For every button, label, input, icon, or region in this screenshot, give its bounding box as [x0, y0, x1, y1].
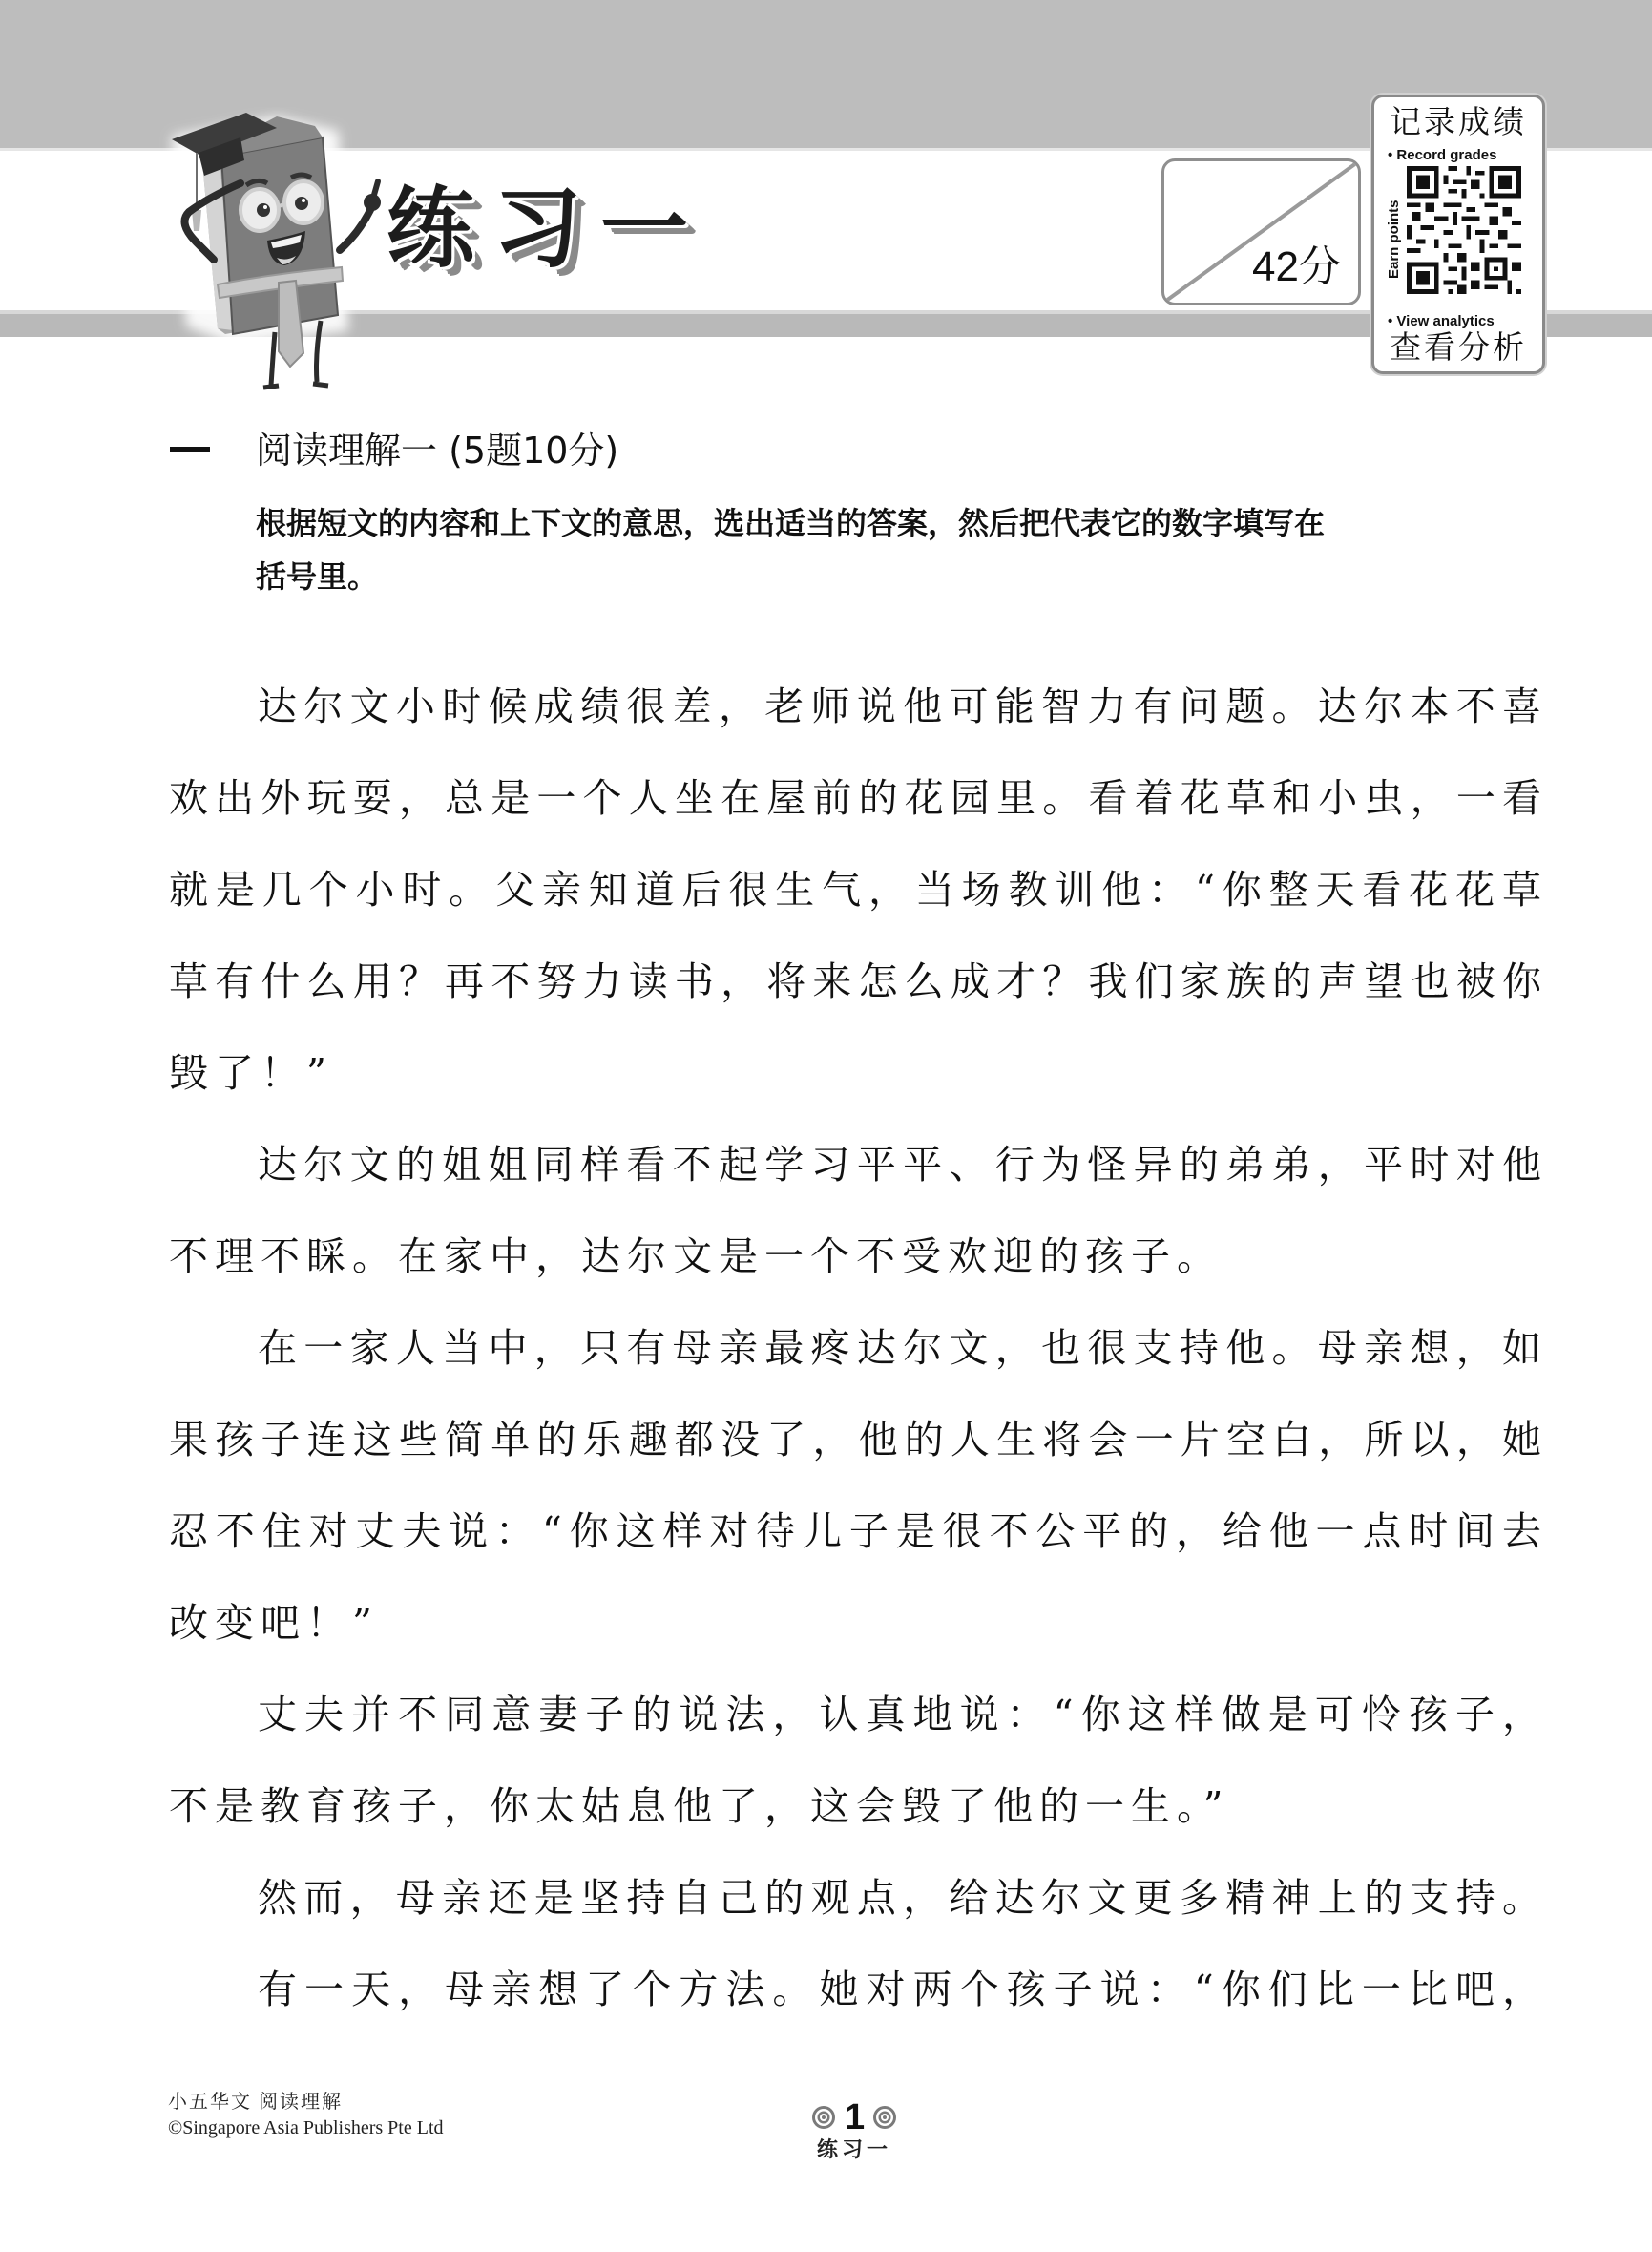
passage-line: 不是教育孩子，你太姑息他了，这会毁了他的一生。” [169, 1783, 1230, 1829]
passage-line: 在一家人当中，只有母亲最疼达尔文，也很支持他。母亲想，如 [258, 1325, 1541, 1371]
passage-line: 欢出外玩耍，总是一个人坐在屋前的花园里。看着花草和小虫，一看 [169, 775, 1541, 821]
record-grades-bullet: • Record grades [1388, 147, 1497, 163]
target-icon [811, 2105, 836, 2130]
instruction-line: 括号里。 [256, 558, 379, 595]
passage-line: 毁了！” [169, 1050, 333, 1096]
page-title: 练习一 [387, 178, 708, 280]
section-number-dash [170, 447, 210, 452]
qr-code-icon[interactable] [1407, 166, 1521, 294]
passage-line: 达尔文小时候成绩很差，老师说他可能智力有问题。达尔本不喜 [258, 684, 1541, 729]
passage-line: 改变吧！” [169, 1600, 379, 1646]
passage-line: 不理不睬。在家中，达尔文是一个不受欢迎的孩子。 [169, 1233, 1223, 1279]
book-title: 小五华文 阅读理解 [168, 2092, 343, 2113]
qr-panel[interactable] [1371, 95, 1545, 374]
passage-line: 果孩子连这些简单的乐趣都没了，他的人生将会一片空白，所以，她 [169, 1417, 1541, 1463]
record-grades-label: 记录成绩 [1390, 103, 1527, 140]
view-analytics-label: 查看分析 [1390, 328, 1527, 366]
target-icon [872, 2105, 897, 2130]
total-score: 42分 [1252, 243, 1341, 290]
footer-book-info [168, 2089, 444, 2140]
passage-line: 就是几个小时。父亲知道后很生气，当场教训他：“你整天看花花草 [169, 867, 1541, 913]
score-box [1161, 158, 1361, 305]
page-number-group [811, 2098, 897, 2136]
earn-points-label: Earn points [1386, 200, 1402, 279]
passage-line: 然而，母亲还是坚持自己的观点，给达尔文更多精神上的支持。 [258, 1875, 1541, 1921]
passage-line: 丈夫并不同意妻子的说法，认真地说：“你这样做是可怜孩子， [258, 1692, 1541, 1737]
passage-line: 有一天，母亲想了个方法。她对两个孩子说：“你们比一比吧， [258, 1967, 1541, 2012]
passage-line: 忍不住对丈夫说：“你这样对待儿子是很不公平的，给他一点时间去 [169, 1508, 1541, 1554]
copyright: ©Singapore Asia Publishers Pte Ltd [168, 2117, 444, 2138]
passage-line: 草有什么用？再不努力读书，将来怎么成才？我们家族的声望也被你 [169, 958, 1541, 1004]
footer-chapter-label: 练习一 [816, 2138, 891, 2162]
reading-passage [169, 661, 1541, 2035]
book-mascot-icon [134, 107, 382, 393]
page-number: 1 [845, 2097, 866, 2137]
view-analytics-bullet: • View analytics [1388, 313, 1495, 329]
section-title: 阅读理解一 (5题10分) [256, 430, 619, 472]
instruction-line: 根据短文的内容和上下文的意思，选出适当的答案，然后把代表它的数字填写在 [256, 505, 1326, 541]
passage-line: 达尔文的姐姐同样看不起学习平平、行为怪异的弟弟，平时对他 [258, 1142, 1541, 1188]
section-instruction [256, 496, 1544, 603]
